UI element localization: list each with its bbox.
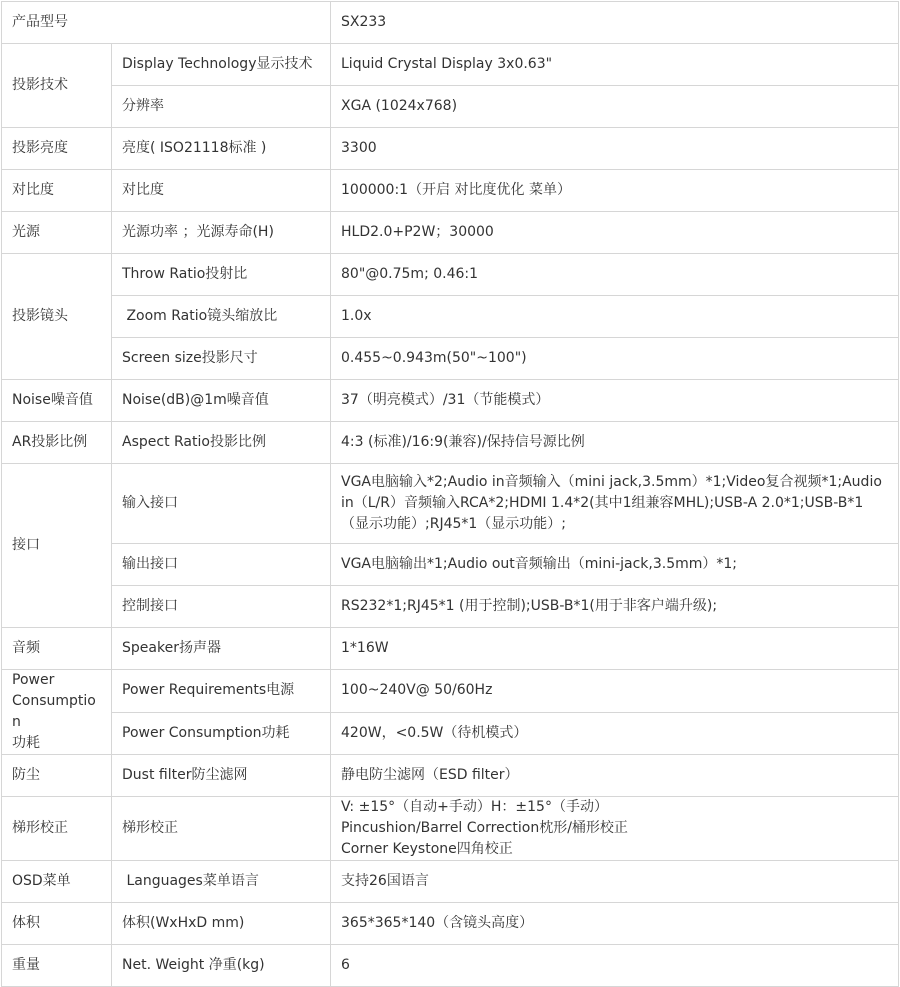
zoom-ratio-label: Zoom Ratio镜头缩放比 — [112, 296, 331, 338]
table-row — [2, 628, 899, 670]
languages-label: Languages菜单语言 — [112, 861, 331, 903]
table-row — [2, 861, 899, 903]
languages-value: 支持26国语言 — [331, 861, 899, 903]
aspect-value: 4:3 (标准)/16:9(兼容)/保持信号源比例 — [331, 422, 899, 464]
input-label: 输入接口 — [112, 464, 331, 544]
table-row — [2, 712, 899, 755]
resolution-value: XGA (1024x768) — [331, 86, 899, 128]
category-interfaces: 接口 — [2, 464, 112, 628]
table-row — [2, 128, 899, 170]
table-row — [2, 586, 899, 628]
keystone-value-line1: V: ±15°（自动+手动）H：±15°（手动） — [341, 799, 608, 815]
screen-size-value: 0.455~0.943m(50"~100") — [331, 338, 899, 380]
table-row — [2, 544, 899, 586]
category-noise: Noise噪音值 — [2, 380, 112, 422]
table-row — [2, 797, 899, 861]
speaker-label: Speaker扬声器 — [112, 628, 331, 670]
spec-table — [1, 1, 899, 987]
category-power — [2, 670, 112, 755]
volume-label: 体积(WxHxD mm) — [112, 903, 331, 945]
category-power-line1: Power — [12, 672, 55, 688]
category-osd: OSD菜单 — [2, 861, 112, 903]
noise-value: 37（明亮模式）/31（节能模式） — [331, 380, 899, 422]
category-power-line2: Consumption — [12, 693, 96, 730]
throw-ratio-value: 80"@0.75m; 0.46:1 — [331, 254, 899, 296]
dust-label: Dust filter防尘滤网 — [112, 755, 331, 797]
keystone-value-line3: Corner Keystone四角校正 — [341, 841, 513, 857]
category-projection-tech: 投影技术 — [2, 44, 112, 128]
table-row — [2, 903, 899, 945]
category-power-line3: 功耗 — [12, 735, 40, 751]
category-keystone: 梯形校正 — [2, 797, 112, 861]
brightness-label: 亮度( ISO21118标准 ) — [112, 128, 331, 170]
output-value: VGA电脑输出*1;Audio out音频输出（mini-jack,3.5mm）*1; — [331, 544, 899, 586]
table-row — [2, 464, 899, 544]
display-tech-value: Liquid Crystal Display 3x0.63" — [331, 44, 899, 86]
power-cons-value: 420W，<0.5W（待机模式） — [331, 712, 899, 755]
category-light-source: 光源 — [2, 212, 112, 254]
category-lens: 投影镜头 — [2, 254, 112, 380]
model-label: 产品型号 — [2, 2, 331, 44]
aspect-label: Aspect Ratio投影比例 — [112, 422, 331, 464]
contrast-label: 对比度 — [112, 170, 331, 212]
power-req-value: 100~240V@ 50/60Hz — [331, 670, 899, 713]
input-value: VGA电脑输入*2;Audio in音频输入（mini jack,3.5mm）*1;Video复合视频*1;Audio in（L/R）音频输入RCA*2;HDMI 1.4*2(其中1组兼容MHL);USB-A 2.0*1;USB-B*1（显示功能）;RJ45*1（显示功能）; — [331, 464, 899, 544]
weight-label: Net. Weight 净重(kg) — [112, 945, 331, 987]
contrast-value: 100000:1（开启 对比度优化 菜单） — [331, 170, 899, 212]
table-row — [2, 86, 899, 128]
screen-size-label: Screen size投影尺寸 — [112, 338, 331, 380]
table-row — [2, 338, 899, 380]
table-row — [2, 170, 899, 212]
keystone-value-line2: Pincushion/Barrel Correction枕形/桶形校正 — [341, 820, 628, 836]
table-row — [2, 670, 899, 713]
table-row — [2, 945, 899, 987]
keystone-label: 梯形校正 — [112, 797, 331, 861]
table-row — [2, 755, 899, 797]
table-row — [2, 254, 899, 296]
noise-label: Noise(dB)@1m噪音值 — [112, 380, 331, 422]
control-label: 控制接口 — [112, 586, 331, 628]
category-aspect: AR投影比例 — [2, 422, 112, 464]
volume-value: 365*365*140（含镜头高度） — [331, 903, 899, 945]
throw-ratio-label: Throw Ratio投射比 — [112, 254, 331, 296]
keystone-value — [331, 797, 899, 861]
resolution-label: 分辨率 — [112, 86, 331, 128]
output-label: 输出接口 — [112, 544, 331, 586]
model-value: SX233 — [331, 2, 899, 44]
category-audio: 音频 — [2, 628, 112, 670]
power-req-label: Power Requirements电源 — [112, 670, 331, 713]
zoom-ratio-value: 1.0x — [331, 296, 899, 338]
category-weight: 重量 — [2, 945, 112, 987]
category-volume: 体积 — [2, 903, 112, 945]
weight-value: 6 — [331, 945, 899, 987]
display-tech-label: Display Technology显示技术 — [112, 44, 331, 86]
table-row — [2, 212, 899, 254]
light-source-value: HLD2.0+P2W；30000 — [331, 212, 899, 254]
control-value: RS232*1;RJ45*1 (用于控制);USB-B*1(用于非客户端升级); — [331, 586, 899, 628]
dust-value: 静电防尘滤网（ESD filter） — [331, 755, 899, 797]
power-cons-label: Power Consumption功耗 — [112, 712, 331, 755]
table-row — [2, 422, 899, 464]
brightness-value: 3300 — [331, 128, 899, 170]
table-row — [2, 44, 899, 86]
light-source-label: 光源功率 ；光源寿命(H) — [112, 212, 331, 254]
category-contrast: 对比度 — [2, 170, 112, 212]
table-row — [2, 2, 899, 44]
category-brightness: 投影亮度 — [2, 128, 112, 170]
speaker-value: 1*16W — [331, 628, 899, 670]
table-row — [2, 380, 899, 422]
category-dust: 防尘 — [2, 755, 112, 797]
table-row — [2, 296, 899, 338]
